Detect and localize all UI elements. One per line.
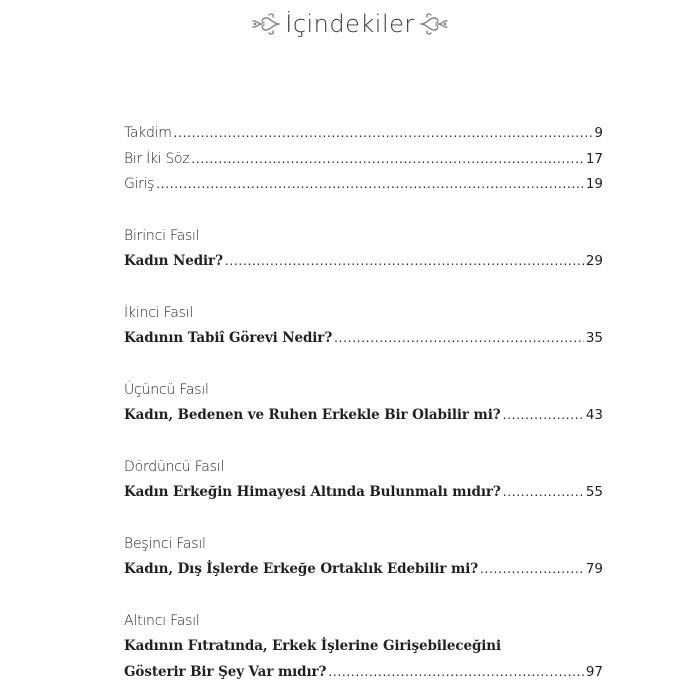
dot-leader	[334, 326, 584, 352]
section-spacer	[124, 429, 603, 455]
toc-entry-label: Giriş	[124, 176, 155, 192]
page-header	[0, 4, 700, 44]
left-flourish-icon	[251, 9, 281, 39]
chapter-title-line-1[interactable]: Kadının Fıtratında, Erkek İşlerine Girişebileceğini	[124, 638, 502, 654]
chapter-title: Kadın Erkeğin Himayesi Altında Bulunmalı mıdır?	[124, 484, 501, 500]
chapter-label: Üçüncü Fasıl	[124, 381, 209, 398]
toc-entry-chapter-1[interactable]	[124, 249, 603, 275]
chapter-title: Kadın Nedir?	[124, 253, 223, 269]
dot-leader	[174, 121, 593, 147]
toc-entry-label: Takdim	[124, 125, 172, 141]
toc-entry-chapter-4[interactable]	[124, 480, 603, 506]
toc-entry-page: 43	[585, 407, 603, 423]
section-spacer	[124, 352, 603, 378]
table-of-contents	[124, 121, 603, 685]
chapter-title: Kadın, Dış İşlerde Erkeğe Ortaklık Edebilir mi?	[124, 561, 479, 577]
dot-leader	[503, 403, 584, 429]
toc-entry-page: 79	[585, 561, 603, 577]
dot-leader	[503, 480, 584, 506]
chapter-title: Kadın, Bedenen ve Ruhen Erkekle Bir Olabilir mi?	[124, 407, 501, 423]
toc-entry-giris[interactable]	[124, 172, 603, 198]
chapter-label: Altıncı Fasıl	[124, 612, 200, 629]
toc-entry-bir-iki-soz[interactable]	[124, 147, 603, 173]
toc-entry-page: 9	[594, 125, 603, 141]
dot-leader	[225, 249, 584, 275]
section-spacer	[124, 583, 603, 609]
dot-leader	[191, 147, 583, 173]
page-title: İçindekiler	[285, 10, 415, 38]
toc-entry-page: 17	[585, 150, 603, 167]
section-spacer	[124, 506, 603, 532]
toc-entry-page: 35	[585, 330, 603, 346]
section-spacer	[124, 275, 603, 301]
toc-entry-chapter-3[interactable]	[124, 403, 603, 429]
dot-leader	[156, 172, 584, 198]
toc-entry-page: 97	[585, 663, 603, 680]
right-flourish-icon	[419, 9, 449, 39]
chapter-label: Birinci Fasıl	[124, 227, 200, 244]
toc-entry-chapter-6[interactable]	[124, 660, 603, 686]
toc-entry-page: 19	[585, 176, 603, 192]
chapter-label: İkinci Fasıl	[124, 304, 194, 321]
chapter-label: Beşinci Fasıl	[124, 535, 206, 552]
chapter-title-line-2: Gösterir Bir Şey Var mıdır?	[124, 663, 327, 680]
toc-entry-label: Bir İki Söz	[124, 150, 190, 167]
toc-entry-chapter-2[interactable]	[124, 326, 603, 352]
section-spacer	[124, 198, 603, 224]
dot-leader	[328, 660, 583, 686]
chapter-title: Kadının Tabiî Görevi Nedir?	[124, 330, 333, 346]
toc-entry-takdim[interactable]	[124, 121, 603, 147]
dot-leader	[480, 557, 584, 583]
toc-entry-page: 55	[585, 484, 603, 500]
toc-entry-chapter-5[interactable]	[124, 557, 603, 583]
toc-entry-page: 29	[585, 253, 603, 269]
chapter-label: Dördüncü Fasıl	[124, 458, 225, 475]
